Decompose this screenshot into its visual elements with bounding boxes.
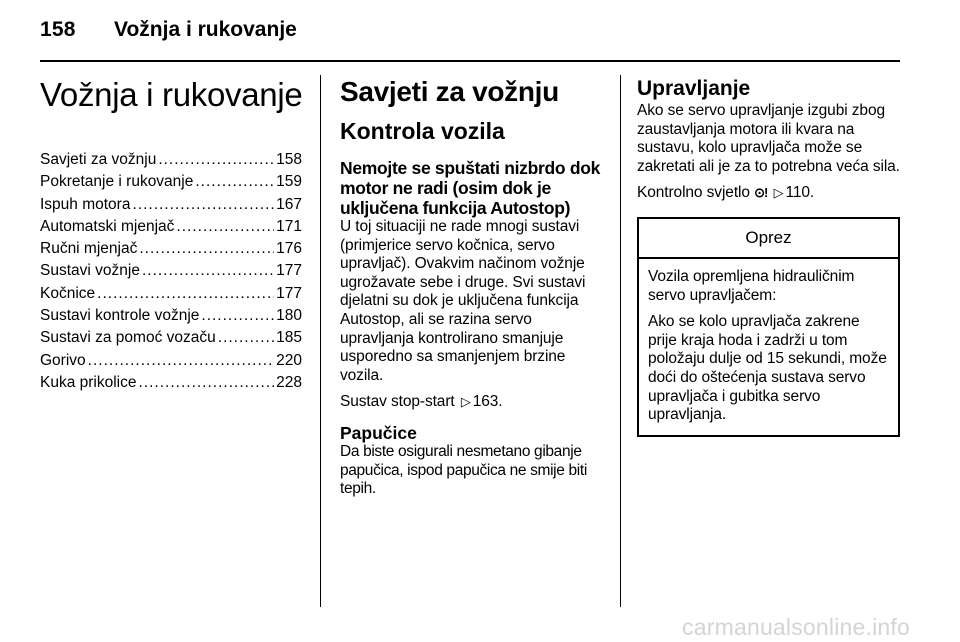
caution-title: Oprez [639, 219, 898, 259]
reference-text: Sustav stop-start [340, 393, 455, 411]
toc-entry-label: Kuka prikolice [40, 373, 137, 391]
toc-entry-label: Kočnice [40, 284, 96, 302]
toc-leader-dots [88, 350, 274, 372]
toc-leader-dots [218, 327, 274, 349]
reference-warning-light[interactable] [637, 184, 903, 203]
toc-entry-page: 228 [276, 373, 302, 391]
header-divider [40, 60, 900, 62]
toc-leader-dots [132, 194, 274, 216]
toc-entry-page: 167 [276, 195, 302, 213]
toc-entry[interactable] [40, 350, 302, 372]
caution-paragraph-1: Vozila opremljena hidrauličnim servo upravljačem: [648, 267, 855, 304]
paragraph-pedals: Da biste osigurali nesmetano gibanje papučica, ispod papučica ne smije biti tepih. [340, 442, 587, 498]
toc-entry-label: Sustavi vožnje [40, 262, 140, 280]
toc-entry-page: 177 [276, 262, 302, 280]
toc-leader-dots [139, 372, 275, 394]
paragraph-downhill: U toj situaciji ne rade mnogi sustavi (primjerice servo kočnica, servo upravljač). Ovakvim načinom vožnje ugrožavate sebe i druge. Svi sustavi djelatni su dok je uključena funkcija Autostop, ali se razina servo upravljanja kontrolirano smanjuje usporedno sa smanjenjem brzine vozila. [340, 218, 586, 384]
toc-entry-page: 185 [276, 329, 302, 347]
heading-downhill: Nemojte se spuštati nizbrdo dok motor ne radi (osim dok je uključena funkcija Autostop) [340, 158, 601, 218]
toc-entry[interactable] [40, 260, 302, 282]
running-title: Vožnja i rukovanje [114, 18, 297, 41]
toc-entry[interactable] [40, 372, 302, 394]
column-divider-left [320, 75, 321, 607]
toc-entry-page: 159 [276, 173, 302, 191]
toc-leader-dots [139, 238, 274, 260]
toc-entry[interactable] [40, 327, 302, 349]
watermark: carmanualsonline.info [682, 614, 910, 640]
section-title: Savjeti za vožnju [340, 76, 559, 107]
toc-entry[interactable] [40, 238, 302, 260]
toc-column [40, 75, 302, 394]
toc-entry-page: 158 [276, 151, 302, 168]
toc-entry[interactable] [40, 149, 302, 171]
toc-entry-label: Ispuh motora [40, 195, 131, 213]
paragraph-steering: Ako se servo upravljanje izgubi zbog zaustavljanja motora ili kvara na sustavu, kolo upravljača može se zakretati ali je za to potrebna veća sila. [637, 102, 900, 175]
toc-leader-dots [158, 149, 274, 171]
reference-page: 110. [785, 184, 815, 202]
toc-entry-page: 176 [276, 240, 302, 258]
steering-column [637, 75, 903, 437]
toc-entry[interactable] [40, 283, 302, 305]
toc-leader-dots [195, 171, 274, 193]
toc-leader-dots [142, 260, 274, 282]
toc-entry[interactable] [40, 305, 302, 327]
toc-entry-label: Sustavi za pomoć vozaču [40, 329, 216, 347]
toc-entry[interactable] [40, 216, 302, 238]
chapter-title: Vožnja i rukovanje [40, 76, 303, 113]
section-subtitle: Kontrola vozila [340, 118, 505, 144]
toc-leader-dots [201, 305, 274, 327]
toc-entry-label: Savjeti za vožnju [40, 151, 157, 168]
toc-entry-page: 220 [276, 351, 302, 369]
toc-entry-label: Gorivo [40, 351, 86, 369]
caution-box [637, 217, 900, 437]
toc-entry-page: 180 [276, 307, 302, 325]
heading-pedals: Papučice [340, 422, 417, 443]
reference-page: 163. [472, 393, 503, 411]
toc-entry-label: Automatski mjenjač [40, 217, 175, 235]
page-ref-arrow-icon: ▷ [460, 394, 471, 410]
table-of-contents [40, 149, 302, 394]
toc-entry-label: Ručni mjenjač [40, 240, 138, 258]
page-number: 158 [40, 18, 76, 41]
toc-entry-page: 177 [276, 284, 302, 302]
power-steering-warning-icon: ⊙! [754, 185, 768, 201]
toc-entry[interactable] [40, 194, 302, 216]
toc-entry-page: 171 [276, 217, 302, 235]
steering-title: Upravljanje [637, 77, 751, 100]
column-divider-right [620, 75, 621, 607]
driving-tips-column [340, 75, 604, 499]
caution-paragraph-2: Ako se kolo upravljača zakrene prije kraja hoda i zadrži u tom položaju dulje od 15 sekundi, može doći do oštećenja sustava servo upravljača i gubitka servo upravljanja. [648, 313, 887, 424]
toc-entry[interactable] [40, 171, 302, 193]
toc-entry-label: Sustavi kontrole vožnje [40, 307, 200, 325]
toc-entry-label: Pokretanje i rukovanje [40, 173, 194, 191]
reference-stop-start[interactable] [340, 393, 604, 412]
reference-text: Kontrolno svjetlo [637, 184, 750, 202]
page-ref-arrow-icon: ▷ [773, 185, 784, 201]
caution-content [639, 259, 898, 435]
toc-leader-dots [97, 283, 274, 305]
toc-leader-dots [176, 216, 274, 238]
